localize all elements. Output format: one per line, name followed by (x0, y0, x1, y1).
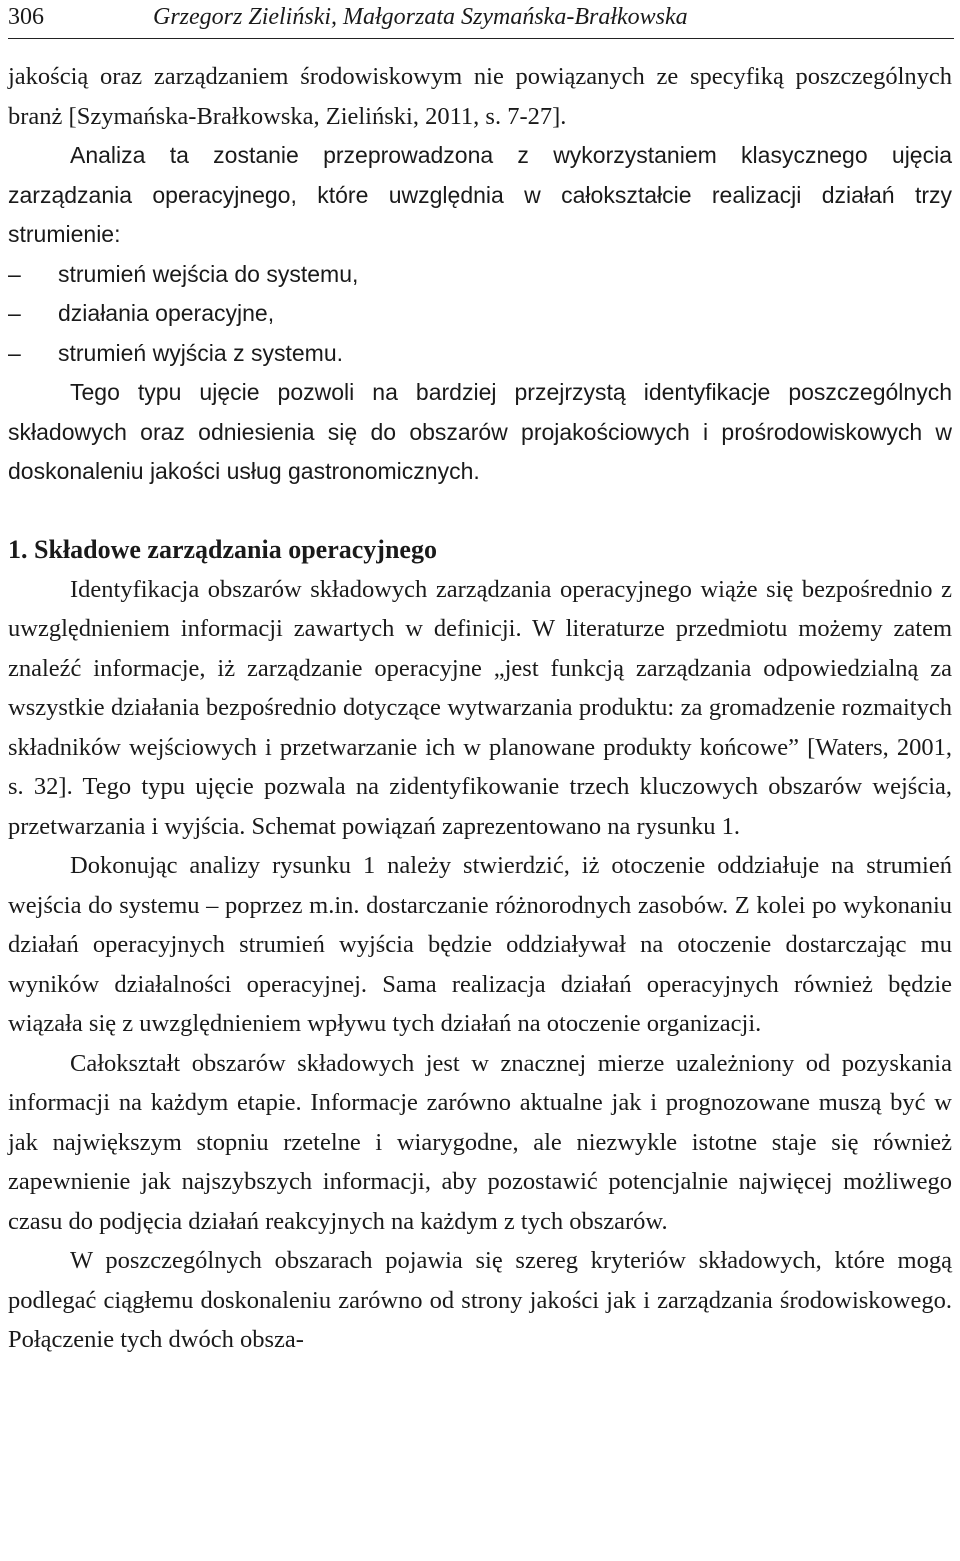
list-item (8, 294, 952, 334)
list-item-text: strumień wejścia do systemu, (58, 260, 359, 287)
running-title: Grzegorz Zieliński, Małgorzata Szymańska-Brałkowska (153, 4, 688, 30)
list-item-text: działania operacyjne, (58, 300, 275, 326)
list-item-text: strumień wyjścia z systemu. (58, 339, 344, 366)
dash-bullet: – (8, 260, 21, 287)
list-item (8, 255, 952, 295)
paragraph-approach: Tego typu ujęcie pozwoli na bardziej przejrzystą identyfikacje poszczególnych składowych oraz odniesienia się do obszarów projakościowych i prośrodowiskowych w doskonaleniu jakości usług gastronomicznych. (8, 379, 952, 484)
paragraph-information: Całokształt obszarów składowych jest w znacznej mierze uzależniony od pozyskania informacji na każdym etapie. Informacje zarówno aktualne jak i prognozowane muszą być w jak największym stopniu rzetelne i wiarygodne, ale niezwykle istotne staje się również zapewnienie jak najszybszych informacji, aby pozostawić potencjalnie najwięcej możliwego czasu do podjęcia działań reakcyjnych na każdym z tych obszarów. (8, 1049, 952, 1235)
stream-list (8, 255, 952, 374)
section-heading: 1. Składowe zarządzania operacyjnego (8, 534, 437, 564)
paragraph-figure-analysis: Dokonując analizy rysunku 1 należy stwierdzić, iż otoczenie oddziałuje na strumień wejścia do systemu – poprzez m.in. dostarczanie różnorodnych zasobów. Z kolei po wykonaniu działań operacyjnych strumień wyjścia będzie oddziaływał na otoczenie dostarczając mu wyników działalności operacyjnej. Sama realizacja działań operacyjnych również będzie wiązała się z uwzględnieniem wpływu tych działań na otoczenie organizacji. (8, 852, 952, 1037)
paragraph-identification: Identyfikacja obszarów składowych zarządzania operacyjnego wiąże się bezpośrednio z uwzględnieniem informacji zawartych w definicji. W literaturze przedmiotu możemy zatem znaleźć informacje, iż zarządzanie operacyjne „jest funkcją zarządzania odpowiedzialną za wszystkie działania bezpośrednio dotyczące wytwarzania produktu: za gromadzenie rozmaitych składników wejściowych i przetwarzanie ich w planowane produkty końcowe” [Waters, 2001, s. 32]. Tego typu ujęcie pozwala na zidentyfikowanie trzech kluczowych obszarów wejścia, przetwarzania i wyjścia. Schemat powiązań zaprezentowano na rysunku 1. (8, 575, 952, 840)
page-number: 306 (8, 4, 44, 30)
paragraph-intro-continued: jakością oraz zarządzaniem środowiskowym nie powiązanych ze specyfiką poszczególnych branż [Szymańska-Brałkowska, Zieliński, 2011, s. 7-27]. (8, 63, 952, 130)
running-header (8, 0, 954, 39)
paragraph-analysis: Analiza ta zostanie przeprowadzona z wykorzystaniem klasycznego ujęcia zarządzania operacyjnego, które uwzględnia w całokształcie realizacji działań trzy strumienie: (8, 142, 952, 247)
list-item (8, 334, 952, 374)
paragraph-criteria: W poszczególnych obszarach pojawia się szereg kryteriów składowych, które mogą podlegać ciągłemu doskonaleniu zarówno od strony jakości jak i zarządzania środowiskowego. Połączenie tych dwóch obsza- (8, 1247, 952, 1353)
dash-bullet: – (8, 300, 21, 326)
dash-bullet: – (8, 339, 21, 366)
body-text (8, 57, 960, 1360)
